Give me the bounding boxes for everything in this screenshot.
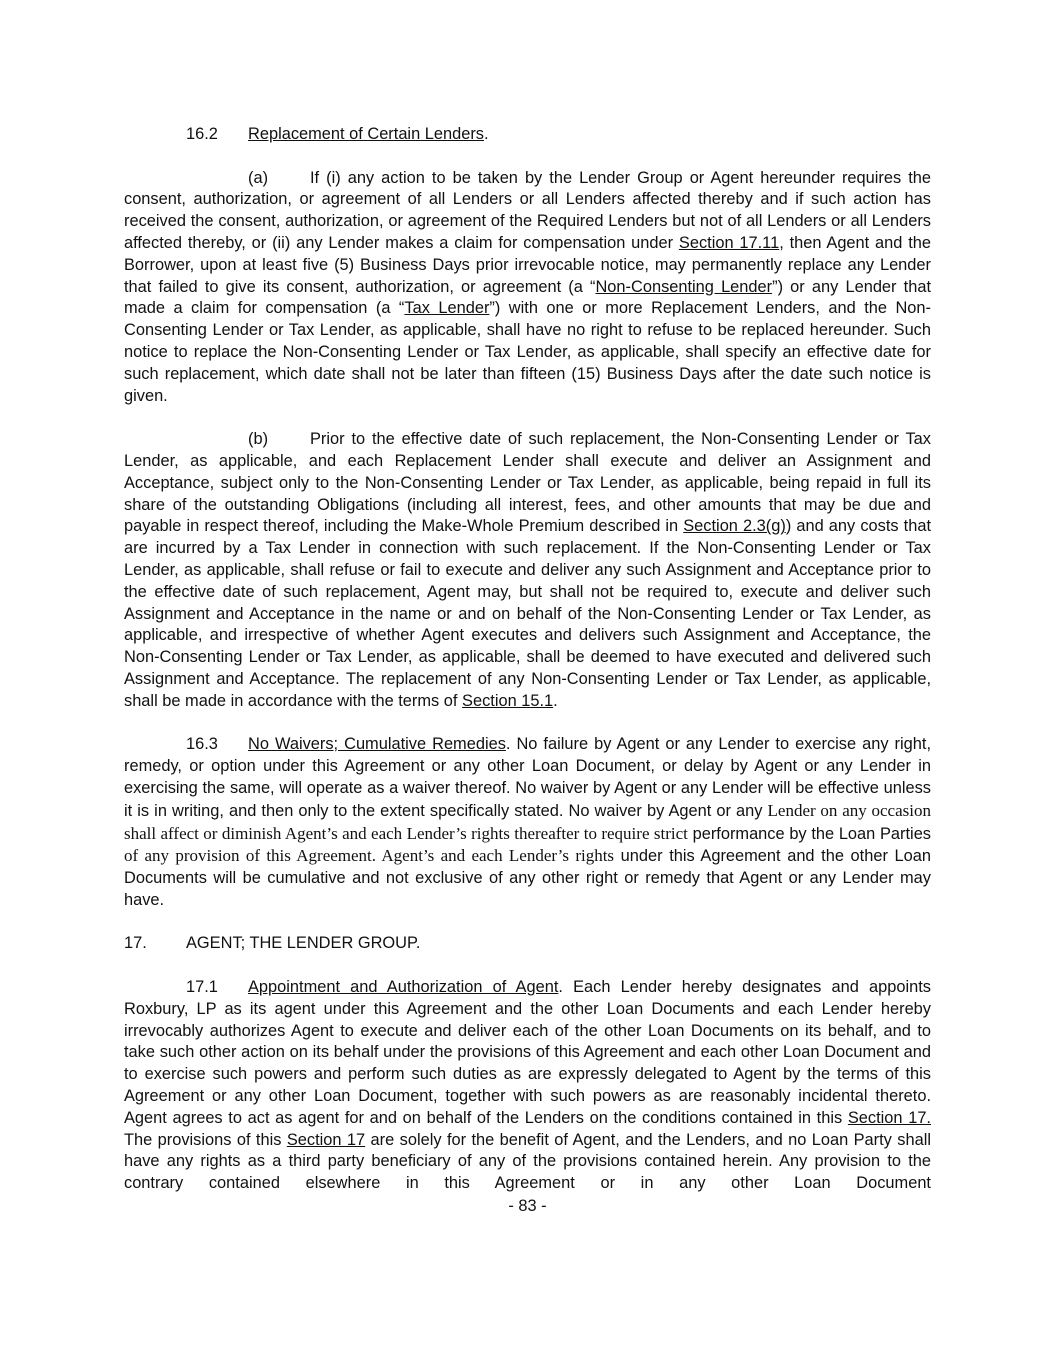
clause-label: (a)	[248, 168, 269, 187]
article-title: AGENT; THE LENDER GROUP.	[186, 934, 421, 953]
defined-term: Non-Consenting Lender	[595, 277, 773, 296]
section-title: Replacement of Certain Lenders	[248, 125, 484, 143]
defined-term: Tax Lender	[404, 299, 490, 318]
article-17-heading	[124, 933, 931, 955]
section-title: Appointment and Authorization of Agent	[248, 978, 559, 997]
clause-label: (b)	[248, 430, 269, 449]
page-number: - 83 -	[508, 1197, 547, 1215]
cross-reference: Section 17.	[847, 1108, 931, 1127]
cross-reference: Section 17.11	[678, 233, 780, 252]
cross-reference: Section 2.3(g)	[683, 517, 786, 536]
section-16-2-heading: 16.2 Replacement of Certain Lenders.	[124, 124, 931, 146]
cross-reference: Section 15.1	[462, 691, 554, 710]
section-17-1: 17.1 Appointment and Authorization of Agent. Each Lender hereby designates and appoints Roxbury, LP as its agent under this Agreement and the other Loan Documents and each Lender hereby irrevocably authorizes Agent to execute and deliver each of the other Loan Documents on its behalf, and to take such other action on its behalf under the provisions of this Agreement and each other Loan Document and to exercise such powers and perform such duties as are expressly delegated to Agent by the terms of this Agreement or any other Loan Document, together with such powers as are reasonably incidental thereto. Agent agrees to act as agent for and on behalf of the Lenders on the conditions contained in this Section 17. The provisions of this Section 17 are solely for the benefit of Agent, and the Lenders, and no Loan Party shall have any rights as a third party beneficiary of any of the provisions contained herein. Any provision to the contrary contained elsewhere in this Agreement or in any other Loan Document	[124, 978, 931, 1193]
section-16-3: 16.3 No Waivers; Cumulative Remedies. No failure by Agent or any Lender to exercise any right, remedy, or option under this Agreement or any other Loan Document, or delay by Agent or any Lender in exercising the same, will operate as a waiver thereof. No waiver by Agent or any Lender will be effective unless it is in writing, and then only to the extent specifically stated. No waiver by Agent or any Lender on any occasion shall affect or diminish Agent’s and each Lender’s rights thereafter to require strict performance by the Loan Parties of any provision of this Agreement. Agent’s and each Lender’s rights under this Agreement and the other Loan Documents will be cumulative and not exclusive of any other right or remedy that Agent or any Lender may have.	[124, 735, 932, 909]
section-16-2-b: (b) Prior to the effective date of such replacement, the Non-Consenting Lender or Tax Lender, as applicable, and each Replacement Lender shall execute and deliver an Assignment and Acceptance, subject only to the Non-Consenting Lender or Tax Lender, as applicable, being repaid in full its share of the outstanding Obligations (including all interest, fees, and other amounts that may be due and payable in respect thereof, including the Make-Whole Premium described in Section 2.3(g)) and any costs that are incurred by a Tax Lender in connection with such replacement. If the Non-Consenting Lender or Tax Lender, as applicable, shall refuse or fail to execute and deliver any such Assignment and Acceptance prior to the effective date of such replacement, Agent may, but shall not be required to, execute and deliver such Assignment and Acceptance in the name or and on behalf of the Non-Consenting Lender or Tax Lender, as applicable, and irrespective of whether Agent executes and delivers such Assignment and Acceptance, the Non-Consenting Lender or Tax Lender, as applicable, shall be deemed to have executed and delivered such Assignment and Acceptance. The replacement of any Non-Consenting Lender or Tax Lender, as applicable, shall be made in accordance with the terms of Section 15.1.	[124, 430, 931, 710]
document-body	[124, 124, 931, 1195]
section-number: 16.3	[186, 735, 218, 754]
article-number: 17.	[124, 934, 147, 953]
section-16-2-a: (a) If (i) any action to be taken by the Lender Group or Agent hereunder requires the consent, authorization, or agreement of all Lenders or all Lenders affected thereby and if such action has received the consent, authorization, or agreement of the Required Lenders but not of all Lenders or all Lenders affected thereby, or (ii) any Lender makes a claim for compensation under Section 17.11, then Agent and the Borrower, upon at least five (5) Business Days prior irrevocable notice, may permanently replace any Lender that failed to give its consent, authorization, or agreement (a “Non-Consenting Lender”) or any Lender that made a claim for compensation (a “Tax Lender”) with one or more Replacement Lenders, and the Non-Consenting Lender or Tax Lender, as applicable, shall have no right to refuse to be replaced hereunder. Such notice to replace the Non-Consenting Lender or Tax Lender, as applicable, shall specify an effective date for such replacement, which date shall not be later than fifteen (15) Business Days after the date such notice is given.	[124, 168, 931, 405]
section-number: 17.1	[186, 978, 218, 997]
cross-reference: Section 17	[286, 1130, 366, 1149]
section-title: No Waivers; Cumulative Remedies	[248, 735, 506, 754]
section-number: 16.2	[186, 125, 218, 143]
